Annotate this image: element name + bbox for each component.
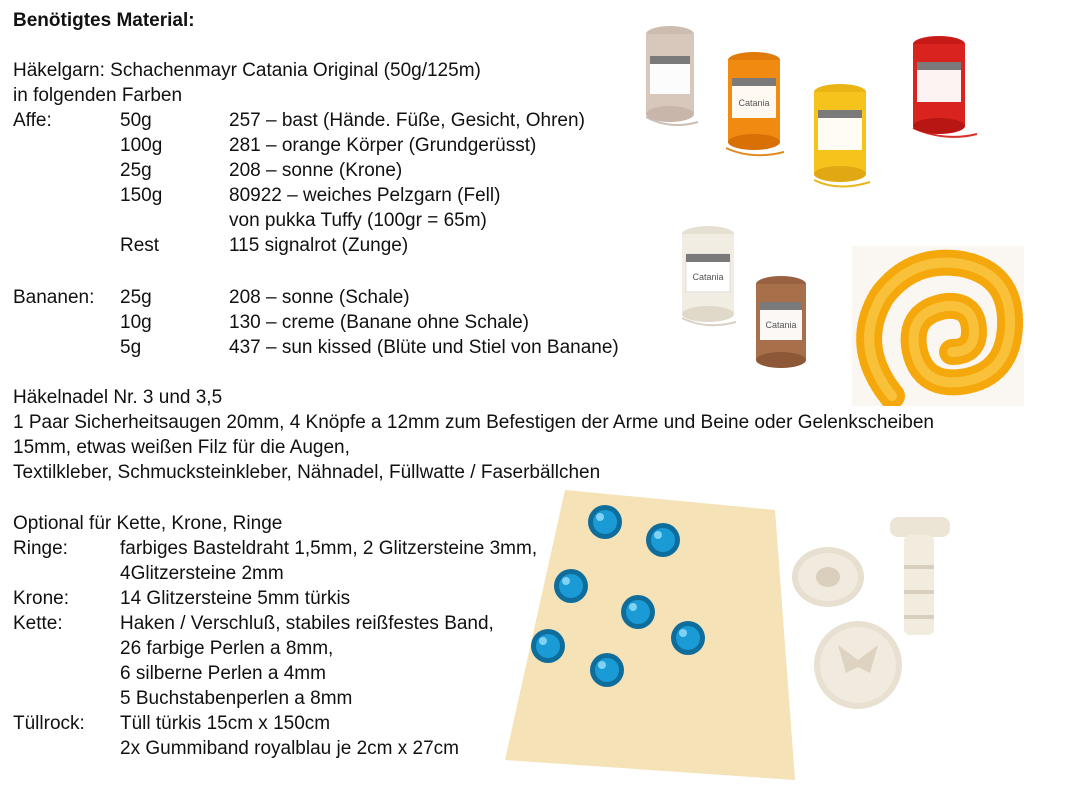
affe-qty-4: 150g xyxy=(120,185,163,206)
turquoise-gem-5 xyxy=(671,621,705,655)
ringe-line-1: farbiges Basteldraht 1,5mm, 2 Glitzersteine 3mm, xyxy=(120,538,538,559)
affe-qty-6: Rest xyxy=(120,235,160,256)
yarn-ball-bast-image xyxy=(640,22,702,132)
tools-line-2: 1 Paar Sicherheitsaugen 20mm, 4 Knöpfe a 12mm zum Befestigen der Arme und Beine oder Gelenkscheiben xyxy=(13,412,934,433)
kette-line-4: 5 Buchstabenperlen a 8mm xyxy=(120,688,353,709)
kette-line-2: 26 farbige Perlen a 8mm, xyxy=(120,638,334,659)
bananen-desc-3: 437 – sun kissed (Blüte und Stiel von Banane) xyxy=(229,337,619,358)
affe-desc-4: 80922 – weiches Pelzgarn (Fell) xyxy=(229,185,501,206)
bananen-qty-3: 5g xyxy=(120,337,142,358)
tuellrock-line-1: Tüll türkis 15cm x 150cm xyxy=(120,713,331,734)
bananen-qty-1: 25g xyxy=(120,287,152,308)
affe-qty-1: 50g xyxy=(120,110,152,131)
krone-line-1: 14 Glitzersteine 5mm türkis xyxy=(120,588,351,609)
affe-desc-2: 281 – orange Körper (Grundgerüsst) xyxy=(229,135,537,156)
tools-line-4: Textilkleber, Schmucksteinkleber, Nähnadel, Füllwatte / Faserbällchen xyxy=(13,462,601,483)
affe-qty-2: 100g xyxy=(120,135,163,156)
affe-desc-5: von pukka Tuffy (100gr = 65m) xyxy=(229,210,487,231)
yarn-ball-creme-image xyxy=(676,222,742,332)
fur-yarn-image xyxy=(852,246,1024,406)
yarn-label-creme: Catania xyxy=(692,272,724,282)
bananen-label: Bananen: xyxy=(13,287,95,308)
tools-line-3: 15mm, etwas weißen Filz für die Augen, xyxy=(13,437,350,458)
safety-eye-washer xyxy=(792,547,864,607)
yarn-line-2: in folgenden Farben xyxy=(13,85,183,106)
yarn-line-1: Häkelgarn: Schachenmayr Catania Original (50g/125m) xyxy=(13,60,481,81)
tuellrock-line-2: 2x Gummiband royalblau je 2cm x 27cm xyxy=(120,738,459,759)
kette-line-3: 6 silberne Perlen a 4mm xyxy=(120,663,326,684)
safety-eye-backing xyxy=(814,621,902,709)
ringe-line-2: 4Glitzersteine 2mm xyxy=(120,563,284,584)
yarn-ball-sonne-image xyxy=(808,80,874,192)
kette-label: Kette: xyxy=(13,613,63,634)
bananen-desc-1: 208 – sonne (Schale) xyxy=(229,287,410,308)
turquoise-gem-4 xyxy=(621,595,655,629)
affe-desc-6: 115 signalrot (Zunge) xyxy=(229,235,409,256)
safety-eye-shank xyxy=(890,517,950,635)
tuellrock-label: Tüllrock: xyxy=(13,713,85,734)
kette-line-1: Haken / Verschluß, stabiles reißfestes Band, xyxy=(120,613,494,634)
turquoise-gem-3 xyxy=(554,569,588,603)
affe-desc-1: 257 – bast (Hände. Füße, Gesicht, Ohren) xyxy=(229,110,585,131)
tools-line-1: Häkelnadel Nr. 3 und 3,5 xyxy=(13,387,223,408)
affe-desc-3: 208 – sonne (Krone) xyxy=(229,160,403,181)
affe-qty-3: 25g xyxy=(120,160,152,181)
bananen-desc-2: 130 – creme (Banane ohne Schale) xyxy=(229,312,529,333)
turquoise-gem-1 xyxy=(588,505,622,539)
safety-eye-parts-image xyxy=(760,495,960,710)
yarn-ball-orange-image xyxy=(722,48,788,160)
page-title: Benötigtes Material: xyxy=(13,10,195,31)
ringe-label: Ringe: xyxy=(13,538,68,559)
optional-heading: Optional für Kette, Krone, Ringe xyxy=(13,513,283,534)
yarn-ball-sun-kissed-image xyxy=(752,272,812,374)
turquoise-gem-6 xyxy=(531,629,565,663)
krone-label: Krone: xyxy=(13,588,69,609)
yarn-label-orange: Catania xyxy=(738,98,770,108)
gems-on-felt-image xyxy=(505,490,795,790)
yarn-ball-signalrot-image xyxy=(905,32,981,144)
bananen-qty-2: 10g xyxy=(120,312,152,333)
turquoise-gem-2 xyxy=(646,523,680,557)
affe-label: Affe: xyxy=(13,110,52,131)
yarn-label-sun-kissed: Catania xyxy=(765,320,797,330)
turquoise-gem-7 xyxy=(590,653,624,687)
